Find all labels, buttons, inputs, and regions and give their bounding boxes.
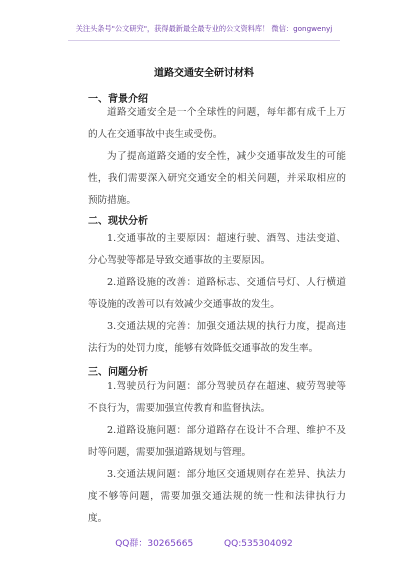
paragraph: 为了提高道路交通的安全性，减少交通事故发生的可能性，我们需要深入研究交通安全的相关问题，并采取相应的预防措施。 <box>88 151 346 206</box>
section-heading: 三、问题分析 <box>88 367 148 378</box>
paragraph: 2.道路设施问题：部分道路存在设计不合理、维护不及时等问题，需要加强道路规划与管理。 <box>88 425 346 458</box>
footer-qq-group: QQ群：30265665 <box>115 539 194 549</box>
paragraph: 1.交通事故的主要原因：超速行驶、酒驾、违法变道、分心驾驶等都是导致交通事故的主要原因。 <box>88 233 346 266</box>
section-heading: 一、背景介绍 <box>88 94 148 105</box>
paragraph: 道路交通安全是一个全球性的问题，每年都有成千上万的人在交通事故中丧生或受伤。 <box>88 107 346 140</box>
paragraph: 1.驾驶员行为问题：部分驾驶员存在超速、疲劳驾驶等不良行为，需要加强宣传教育和监督执法。 <box>88 381 346 414</box>
header-divider <box>68 40 340 41</box>
document-title: 道路交通安全研讨材料 <box>154 68 254 79</box>
paragraph: 3.交通法规的完善：加强交通法规的执行力度，提高违法行为的处罚力度，能够有效降低交通事故的发生率。 <box>88 321 346 354</box>
section-heading: 二、现状分析 <box>88 216 148 227</box>
footer-qq: QQ:535304092 <box>224 539 293 549</box>
header-notice: 关注头条号"公文研究"，获得最新最全最专业的公文资料库！ 微信：gongwenyj <box>75 24 333 33</box>
paragraph: 2.道路设施的改善：道路标志、交通信号灯、人行横道等设施的改善可以有效减少交通事故的发生。 <box>88 277 346 310</box>
footer <box>0 536 408 549</box>
paragraph: 3.交通法规问题：部分地区交通规则存在差异、执法力度不够等问题，需要加强交通法规的统一性和法律执行力度。 <box>88 469 346 524</box>
